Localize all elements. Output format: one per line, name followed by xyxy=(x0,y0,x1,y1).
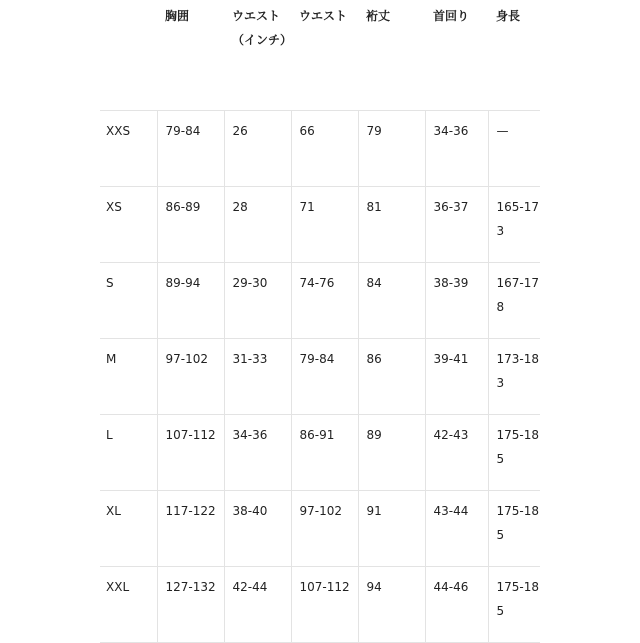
sleeve-cell: 86 xyxy=(358,339,425,415)
waist-cell: 71 xyxy=(291,187,358,263)
header-waist-inch: ウエスト（インチ） xyxy=(232,9,293,47)
chest-cell: 86-89 xyxy=(157,187,224,263)
header-row xyxy=(100,0,540,111)
header-chest: 胸囲 xyxy=(165,9,190,23)
height-cell: 175-185 xyxy=(488,415,540,491)
sleeve-cell: 81 xyxy=(358,187,425,263)
waist-cell: 107-112 xyxy=(291,567,358,643)
table-row xyxy=(100,339,540,415)
waist-inch-cell: 34-36 xyxy=(224,415,291,491)
header-size xyxy=(100,0,157,111)
waist-cell: 74-76 xyxy=(291,263,358,339)
height-cell: 167-178 xyxy=(488,263,540,339)
waist-cell: 79-84 xyxy=(291,339,358,415)
size-chart-table xyxy=(100,0,540,643)
sleeve-cell: 89 xyxy=(358,415,425,491)
height-cell: 175-185 xyxy=(488,491,540,567)
sleeve-cell: 94 xyxy=(358,567,425,643)
size-cell: XXL xyxy=(100,567,157,643)
table-row xyxy=(100,491,540,567)
neck-cell: 39-41 xyxy=(425,339,488,415)
neck-cell: 43-44 xyxy=(425,491,488,567)
waist-inch-cell: 26 xyxy=(224,111,291,187)
waist-inch-cell: 28 xyxy=(224,187,291,263)
height-cell: 175-185 xyxy=(488,567,540,643)
size-cell: XS xyxy=(100,187,157,263)
waist-inch-cell: 38-40 xyxy=(224,491,291,567)
waist-inch-cell: 42-44 xyxy=(224,567,291,643)
chest-cell: 79-84 xyxy=(157,111,224,187)
waist-inch-cell: 29-30 xyxy=(224,263,291,339)
sleeve-cell: 91 xyxy=(358,491,425,567)
height-cell: — xyxy=(488,111,540,187)
height-cell: 173-183 xyxy=(488,339,540,415)
chest-cell: 107-112 xyxy=(157,415,224,491)
size-cell: S xyxy=(100,263,157,339)
neck-cell: 44-46 xyxy=(425,567,488,643)
neck-cell: 34-36 xyxy=(425,111,488,187)
table-row xyxy=(100,567,540,643)
size-cell: XL xyxy=(100,491,157,567)
chest-cell: 89-94 xyxy=(157,263,224,339)
table-row xyxy=(100,263,540,339)
chest-cell: 117-122 xyxy=(157,491,224,567)
header-height: 身長 xyxy=(496,9,521,23)
height-cell: 165-173 xyxy=(488,187,540,263)
header-waist: ウエスト xyxy=(299,9,348,23)
header-neck: 首回り xyxy=(433,9,470,23)
table-row xyxy=(100,111,540,187)
size-cell: L xyxy=(100,415,157,491)
waist-cell: 66 xyxy=(291,111,358,187)
neck-cell: 38-39 xyxy=(425,263,488,339)
header-sleeve: 裄丈 xyxy=(366,9,391,23)
waist-inch-cell: 31-33 xyxy=(224,339,291,415)
sleeve-cell: 84 xyxy=(358,263,425,339)
table-row xyxy=(100,187,540,263)
chest-cell: 127-132 xyxy=(157,567,224,643)
chest-cell: 97-102 xyxy=(157,339,224,415)
waist-cell: 86-91 xyxy=(291,415,358,491)
table-row xyxy=(100,415,540,491)
size-cell: M xyxy=(100,339,157,415)
size-cell: XXS xyxy=(100,111,157,187)
neck-cell: 36-37 xyxy=(425,187,488,263)
waist-cell: 97-102 xyxy=(291,491,358,567)
neck-cell: 42-43 xyxy=(425,415,488,491)
sleeve-cell: 79 xyxy=(358,111,425,187)
